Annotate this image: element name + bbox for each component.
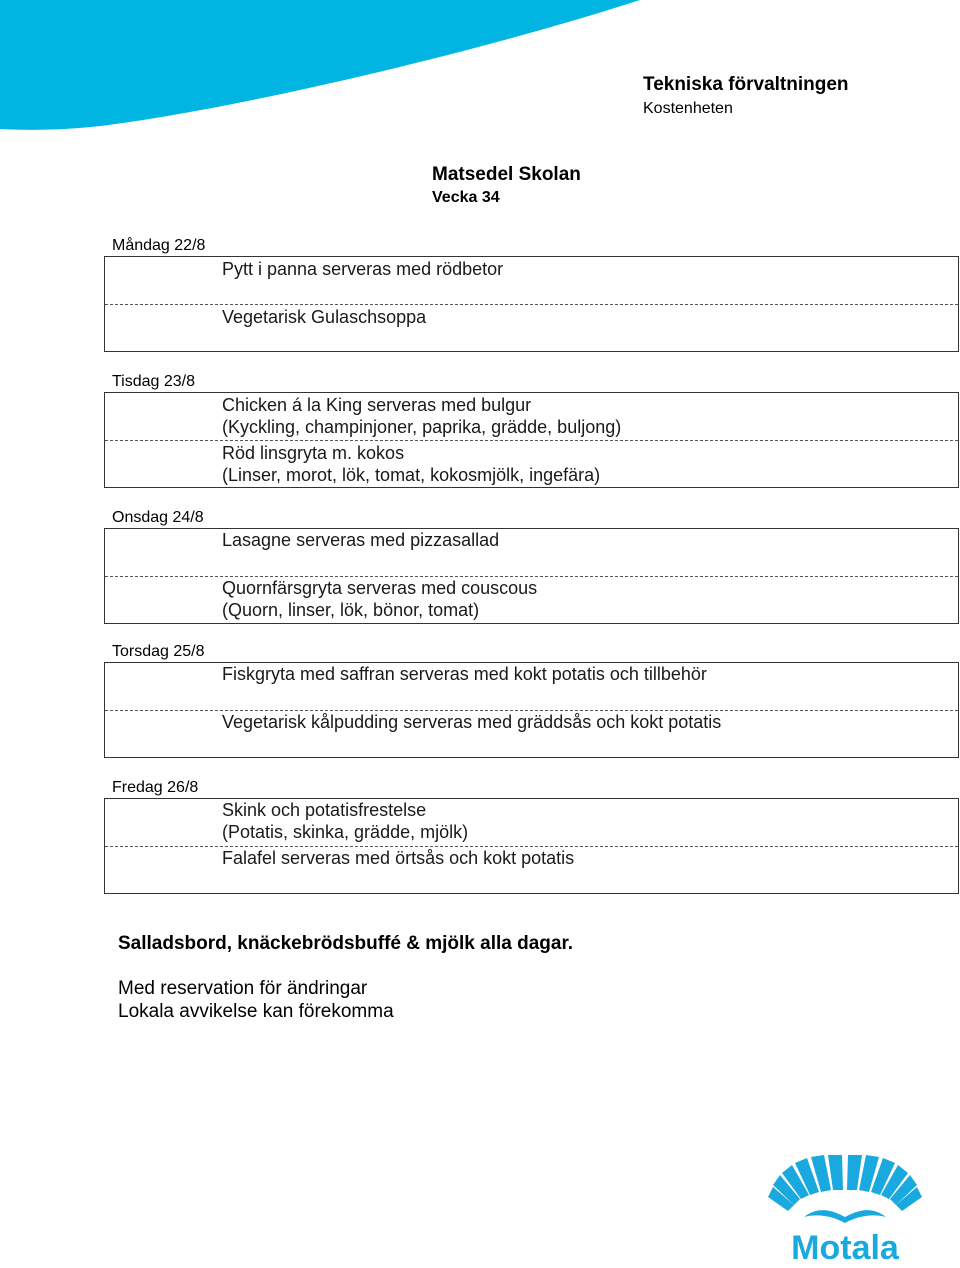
organization-header bbox=[643, 73, 849, 120]
menu-title-block bbox=[432, 164, 581, 209]
week-label: Vecka 34 bbox=[432, 189, 500, 206]
salad-bar-note: Salladsbord, knäckebrödsbuffé & mjölk alla dagar. bbox=[118, 933, 574, 954]
dish-line: Quornfärsgryta serveras med couscous bbox=[222, 578, 538, 598]
dish-line: (Quorn, linser, lök, bönor, tomat) bbox=[222, 600, 480, 620]
organization-unit: Kostenheten bbox=[643, 100, 733, 117]
organization-name: Tekniska förvaltningen bbox=[643, 74, 849, 95]
menu-box bbox=[104, 256, 959, 352]
menu-box bbox=[104, 528, 959, 624]
day-tuesday bbox=[104, 372, 959, 488]
dish-line: Falafel serveras med örtsås och kokt potatis bbox=[222, 848, 575, 868]
day-label: Onsdag 24/8 bbox=[112, 509, 204, 526]
dish-line: Vegetarisk Gulaschsoppa bbox=[222, 307, 427, 327]
page-title: Matsedel Skolan bbox=[432, 164, 581, 185]
dish-line: Chicken á la King serveras med bulgur bbox=[222, 395, 532, 415]
dish-line: (Potatis, skinka, grädde, mjölk) bbox=[222, 822, 469, 842]
day-wednesday bbox=[104, 508, 959, 624]
day-label: Tisdag 23/8 bbox=[112, 373, 196, 390]
dish-line: (Kyckling, champinjoner, paprika, grädde, buljong) bbox=[222, 417, 622, 437]
dish-line: Pytt i panna serveras med rödbetor bbox=[222, 259, 504, 279]
divider bbox=[105, 440, 958, 441]
dish-line: Skink och potatisfrestelse bbox=[222, 800, 427, 820]
logo-wordmark: Motala bbox=[791, 1229, 899, 1267]
deviation-note: Lokala avvikelse kan förekomma bbox=[118, 1000, 394, 1022]
motala-logo bbox=[764, 1155, 926, 1267]
dish-line: Röd linsgryta m. kokos bbox=[222, 443, 405, 463]
divider bbox=[105, 304, 958, 305]
menu-box bbox=[104, 662, 959, 758]
dish-line: Lasagne serveras med pizzasallad bbox=[222, 530, 500, 550]
day-label: Torsdag 25/8 bbox=[112, 643, 205, 660]
dish-line: Fiskgryta med saffran serveras med kokt potatis och tillbehör bbox=[222, 664, 707, 684]
menu-box bbox=[104, 798, 959, 894]
dish-line: (Linser, morot, lök, tomat, kokosmjölk, ingefära) bbox=[222, 465, 601, 485]
menu-box bbox=[104, 392, 959, 488]
footer-notes bbox=[118, 932, 573, 1023]
day-friday bbox=[104, 778, 959, 894]
motala-sun-icon bbox=[764, 1155, 926, 1233]
day-thursday bbox=[104, 642, 959, 758]
reservation-note: Med reservation för ändringar bbox=[118, 978, 368, 999]
dish-line: Vegetarisk kålpudding serveras med gräddsås och kokt potatis bbox=[222, 712, 722, 732]
day-label: Måndag 22/8 bbox=[112, 237, 206, 254]
day-monday bbox=[104, 236, 959, 352]
day-label: Fredag 26/8 bbox=[112, 779, 199, 796]
